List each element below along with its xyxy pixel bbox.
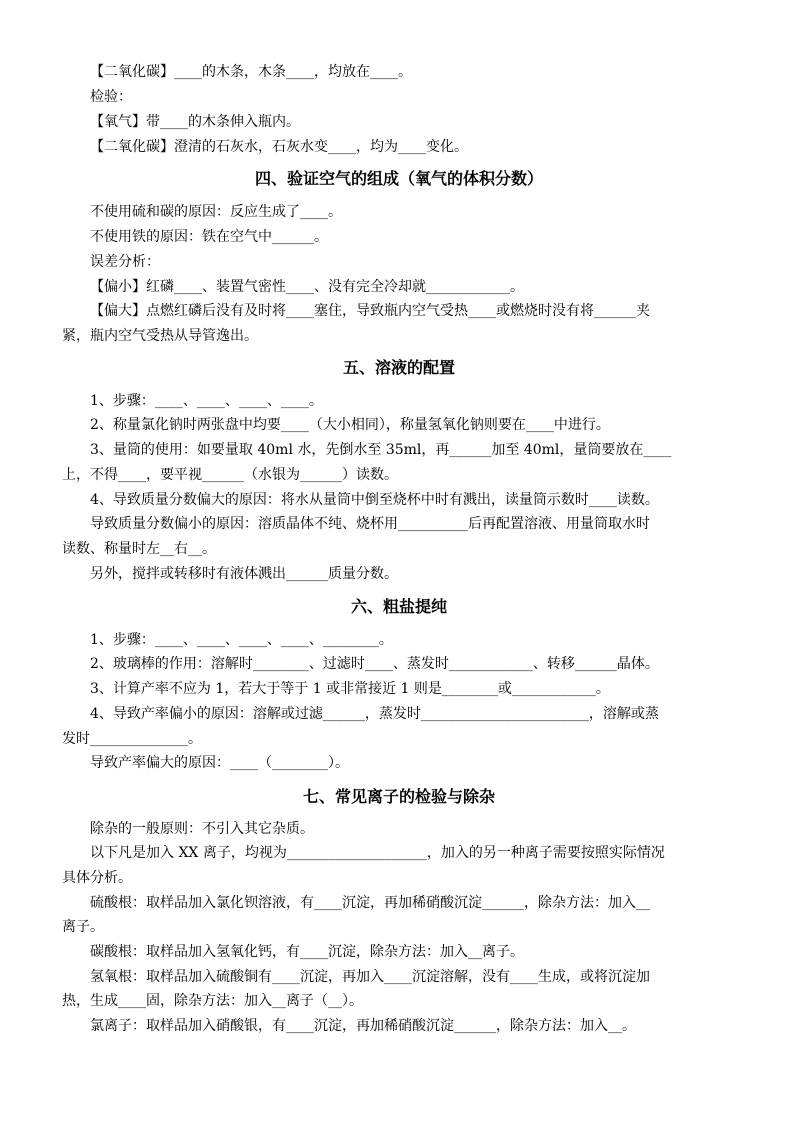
text-line: 1、步骤：____、____、____、____。 (90, 393, 323, 409)
text-line: 硫酸根：取样品加入氯化钡溶液，有____沉淀，再加稀硝酸沉淀______，除杂方法：加入__ (90, 895, 650, 911)
section-heading: 七、常见离子的检验与除杂 (302, 787, 495, 806)
text-line: 2、称量氯化钠时两张盘中均要____（大小相同），称量氢氧化钠则要在____中进行。 (90, 417, 610, 433)
text-line: 不使用铁的原因：铁在空气中______。 (90, 229, 328, 245)
text-line: 发时______________。 (62, 731, 202, 747)
text-line: 1、步骤：____、____、____、____、________。 (90, 632, 393, 648)
text-line: 4、导致产率偏小的原因：溶解或过滤______，蒸发时________________________，溶解或蒸 (90, 706, 659, 722)
text-line: 上，不得____，要平视______（水银为______）读数。 (62, 467, 398, 483)
text-line: 具体分析。 (62, 870, 132, 886)
text-line: 读数、称量时左__右__。 (62, 541, 216, 557)
text-line: 除杂的一般原则：不引入其它杂质。 (90, 821, 314, 837)
text-line: 3、量筒的使用：如要量取 40ml 水，先倒水至 35ml，再______加至 40ml，量筒要放在____ (90, 442, 672, 458)
text-line: 4、导致质量分数偏大的原因：将水从量筒中倒至烧杯中时有溅出，读量筒示数时____读数。 (90, 492, 659, 508)
text-line: 检验： (90, 89, 132, 105)
text-line: 离子。 (62, 919, 104, 935)
text-line: 【偏大】点燃红磷后没有及时将____塞住，导致瓶内空气受热____或燃烧时没有将______夹 (90, 303, 650, 319)
section-heading: 四、验证空气的组成（氧气的体积分数） (254, 169, 543, 188)
section-heading: 五、溶液的配置 (342, 358, 455, 377)
text-line: 2、玻璃棒的作用：溶解时________、过滤时____、蒸发时____________、转移______晶体。 (90, 656, 659, 672)
text-line: 导致产率偏大的原因：____（________）。 (90, 755, 349, 771)
section-heading: 六、粗盐提纯 (350, 597, 447, 616)
text-line: 误差分析： (90, 254, 160, 270)
text-line: 碳酸根：取样品加入氢氧化钙，有____沉淀，除杂方法：加入__离子。 (90, 944, 524, 960)
text-line: 氯离子：取样品加入硝酸银，有____沉淀，再加稀硝酸沉淀______，除杂方法：加入__。 (90, 1018, 636, 1034)
text-line: 3、计算产率不应为 1，若大于等于 1 或非常接近 1 则是________或____________。 (90, 681, 610, 697)
text-line: 紧，瓶内空气受热从导管逸出。 (62, 328, 258, 344)
text-line: 导致质量分数偏小的原因：溶质晶体不纯、烧杯用__________后再配置溶液、用量筒取水时 (90, 516, 650, 532)
text-line: 热，生成____固，除杂方法：加入__离子（__）。 (62, 993, 363, 1009)
text-line: 以下凡是加入 XX 离子，均视为____________________，加入的另一种离子需要按照实际情况 (90, 845, 665, 861)
text-line: 不使用硫和碳的原因：反应生成了____。 (90, 204, 342, 220)
text-line: 【偏小】红磷____、装置气密性____、没有完全冷却就____________。 (90, 279, 524, 295)
text-line: 氢氧根：取样品加入硫酸铜有____沉淀，再加入____沉淀溶解，没有____生成，或将沉淀加 (90, 969, 650, 985)
text-line: 另外，搅拌或转移时有液体溅出______质量分数。 (90, 566, 398, 582)
text-line: 【氧气】带____的木条伸入瓶内。 (90, 114, 300, 130)
text-line: 【二氧化碳】澄清的石灰水，石灰水变____，均为____变化。 (90, 139, 468, 155)
text-line: 【二氧化碳】____的木条，木条____，均放在____。 (90, 64, 412, 80)
